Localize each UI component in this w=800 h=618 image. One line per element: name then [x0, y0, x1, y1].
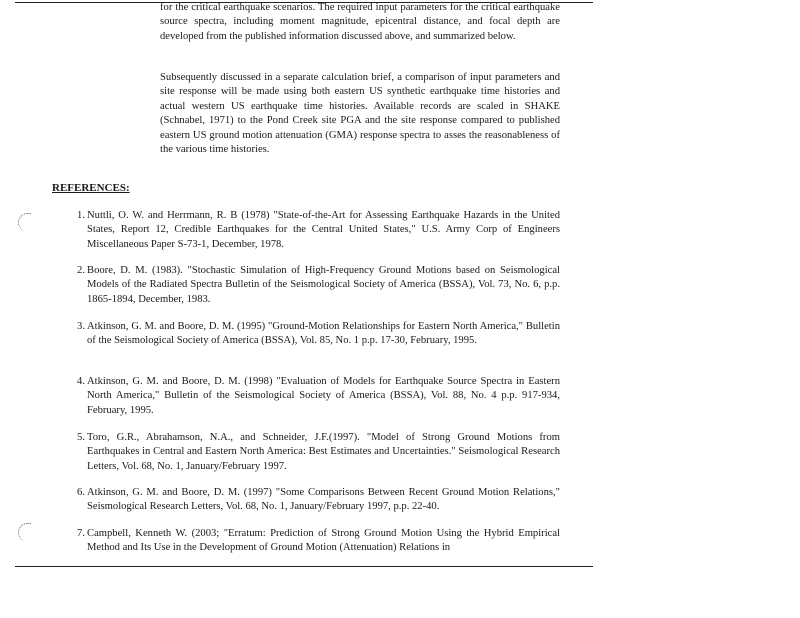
reference-number: 3.: [77, 321, 85, 332]
margin-scan-mark: [18, 523, 31, 542]
reference-text: Atkinson, G. M. and Boore, D. M. (1997) "Some Comparisons Between Recent Ground Motion Relations," Seismological Research Letters, Vol. 68, No. 1, January/February 1997, p.p. 22-40.: [87, 487, 560, 513]
reference-number: 2.: [77, 265, 85, 276]
reference-text: Boore, D. M. (1983). "Stochastic Simulation of High-Frequency Ground Motions based on Seismological Models of the Radiated Spectra Bulletin of the Seismological Society of America (BSSA), Vol. 73, No. 6, p.p. 1865-1894, December, 1983.: [87, 265, 560, 305]
reference-number: 5.: [77, 432, 85, 443]
reference-text: Atkinson, G. M. and Boore, D. M. (1998) "Evaluation of Models for Earthquake Source Spectra in Eastern North America," Bulletin of the Seismological Society of America (BSSA), Vol. 88, No. 4 p.p. 917-934, February, 1995.: [87, 376, 560, 416]
reference-number: 1.: [77, 210, 85, 221]
body-paragraph-1: for the critical earthquake scenarios. The required input parameters for the critical earthquake source spectra, including moment magnitude, epicentral distance, and focal depth are developed from the published information discussed above, and summarized below.: [160, 2, 560, 42]
body-paragraph-2: Subsequently discussed in a separate calculation brief, a comparison of input parameters and site response will be made using both eastern US synthetic earthquake time histories and actual western US earthquake time histories. Available records are scaled in SHAKE (Schnabel, 1971) to the Pond Creek site PGA and the site response compared to published eastern US ground motion attenuation (GMA) response spectra to asses the reasonableness of the various time histories.: [160, 72, 560, 156]
reference-text: Nuttli, O. W. and Herrmann, R. B (1978) "State-of-the-Art for Assessing Earthquake Hazards in the United States, Report 12, Credible Earthquakes for the Central United States," U.S. Army Corp of Engineers Miscellaneous Paper S-73-1, December, 1978.: [87, 210, 560, 250]
margin-scan-mark: [18, 213, 31, 232]
reference-text: Toro, G.R., Abrahamson, N.A., and Schneider, J.F.(1997). "Model of Strong Ground Motions from Earthquakes in Central and Eastern North America: Best Estimates and Uncertainties." Seismological Research Letters, Vol. 68, No. 1, January/February 1997.: [87, 432, 560, 472]
reference-number: 4.: [77, 376, 85, 387]
reference-text: Campbell, Kenneth W. (2003; "Erratum: Prediction of Strong Ground Motion Using the Hybrid Empirical Method and Its Use in the Development of Ground Motion (Attenuation) Relations in: [87, 528, 560, 554]
references-heading: REFERENCES:: [52, 182, 130, 194]
reference-text: Atkinson, G. M. and Boore, D. M. (1995) "Ground-Motion Relationships for Eastern North America," Bulletin of the Seismological Society of America (BSSA), Vol. 85, No. 1 p.p. 17-30, February, 1995.: [87, 321, 560, 347]
reference-number: 6.: [77, 487, 85, 498]
reference-number: 7.: [77, 528, 85, 539]
bottom-rule: [15, 566, 593, 567]
